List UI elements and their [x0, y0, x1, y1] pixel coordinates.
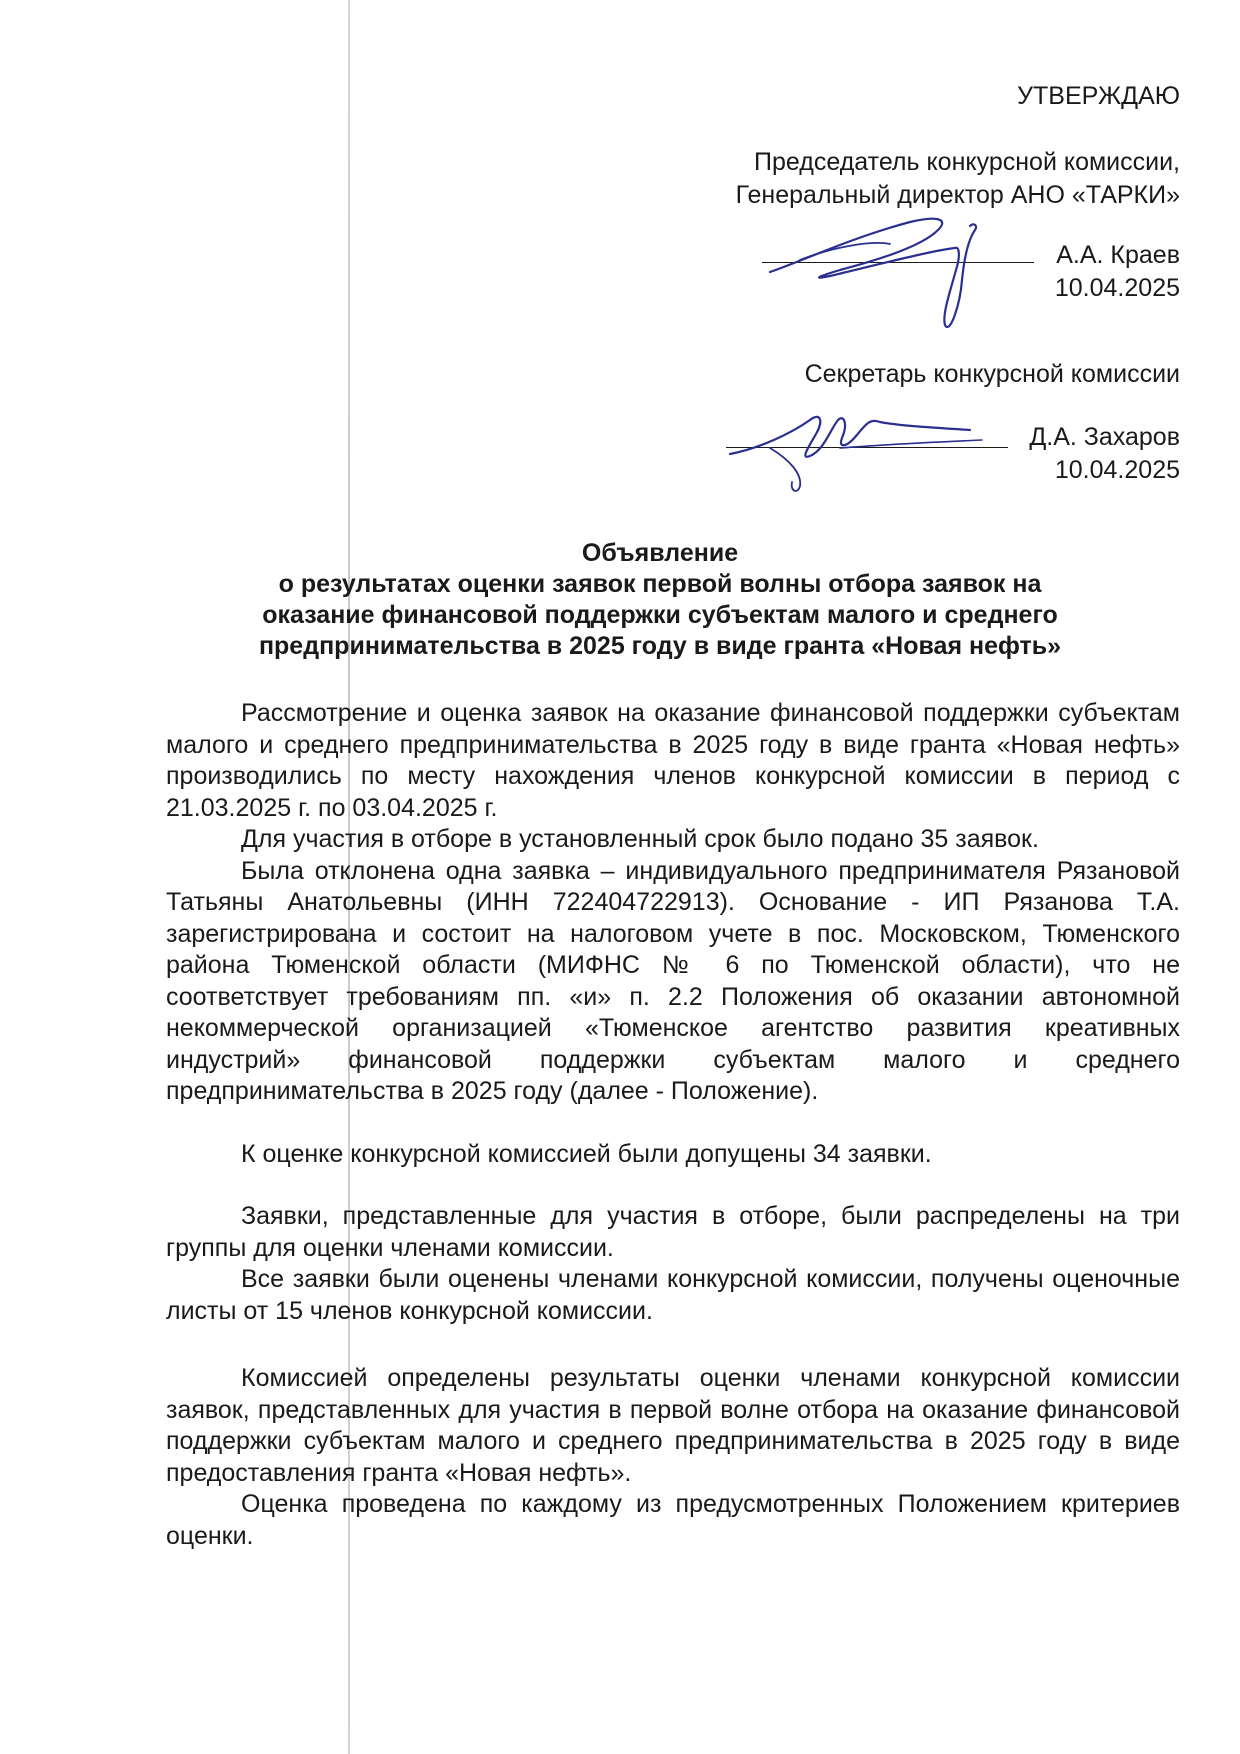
paragraph-review-period: Рассмотрение и оценка заявок на оказание финансовой поддержки субъектам малого и среднего предпринимательства в 2025 году в виде гранта «Новая нефть» производились по месту нахождения членов конкурсной комиссии в период с 21.03.2025 г. по 03.04.2025 г. — [166, 699, 1180, 822]
chair-signature — [760, 200, 1030, 340]
secretary-signature — [720, 390, 1000, 500]
paragraph-rejected-application: Была отклонена одна заявка – индивидуального предпринимателя Рязановой Татьяны Анатольевны (ИНН 722404722913). Основание - ИП Рязанова Т.А. зарегистрирована и состоит на налоговом учете в пос. Московском, Тюменского района Тюменской области (МИФНС № 6 по Тюменской области), что не соответствует требованиям пп. «и» п. 2.2 Положения об оказании автономной некоммерческой организацией «Тюменское агентство развития креативных индустрий» финансовой поддержки субъектам малого и среднего предпринимательства в 2025 году (далее - Положение). — [166, 856, 1180, 1105]
chair-name: А.А. Краев — [1056, 241, 1180, 269]
paragraph-results-determined: Комиссией определены результаты оценки членами конкурсной комиссии заявок, представленных для участия в первой волне отбора на оказание финансовой поддержки субъектам малого и среднего предпринимательства в 2025 году в виде предоставления гранта «Новая нефть». — [166, 1364, 1180, 1487]
secretary-position: Секретарь конкурсной комиссии — [804, 360, 1180, 388]
paragraph-groups: Заявки, представленные для участия в отборе, были распределены на три группы для оценки членами комиссии. — [166, 1202, 1180, 1262]
paragraph-criteria: Оценка проведена по каждому из предусмотренных Положением критериев оценки. — [166, 1490, 1180, 1550]
title-line2: о результатах оценки заявок первой волны отбора заявок на — [278, 570, 1042, 598]
announcement-body — [166, 698, 1180, 1552]
secretary-date: 10.04.2025 — [1054, 456, 1180, 484]
announcement-title — [160, 538, 1160, 662]
paragraph-applications-submitted: Для участия в отборе в установленный срок было подано 35 заявок. — [241, 825, 1039, 853]
approval-heading: УТВЕРЖДАЮ — [1017, 82, 1180, 110]
title-line3: оказание финансовой поддержки субъектам малого и среднего — [262, 601, 1058, 629]
chair-date: 10.04.2025 — [1054, 274, 1180, 302]
title-line1: Объявление — [581, 539, 739, 567]
paragraph-evaluation-sheets: Все заявки были оценены членами конкурсной комиссии, получены оценочные листы от 15 членов конкурсной комиссии. — [166, 1265, 1180, 1325]
secretary-signoff — [1029, 421, 1180, 487]
title-line4: предпринимательства в 2025 году в виде гранта «Новая нефть» — [258, 632, 1062, 660]
chair-position-line2: Генеральный директор АНО «ТАРКИ» — [735, 181, 1180, 209]
chair-position-line1: Председатель конкурсной комиссии, — [754, 148, 1180, 176]
secretary-name: Д.А. Захаров — [1029, 423, 1180, 451]
chair-signoff — [1055, 239, 1180, 305]
paragraph-admitted-applications: К оценке конкурсной комиссией были допущены 34 заявки. — [241, 1139, 932, 1168]
